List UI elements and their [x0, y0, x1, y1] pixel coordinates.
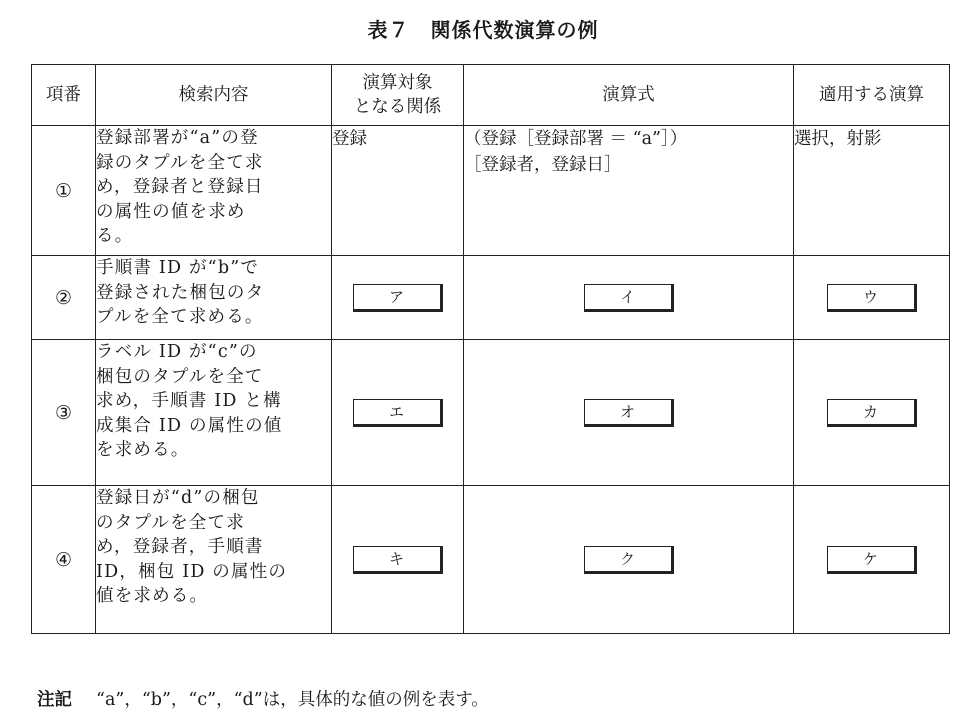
answer-blank-i[interactable]: イ [584, 284, 674, 312]
answer-blank-u[interactable]: ウ [827, 284, 917, 312]
header-item-number: 項番 [32, 65, 96, 126]
row-description [96, 486, 332, 634]
description-line: プルを全て求める。 [96, 307, 264, 327]
header-expression: 演算式 [464, 65, 794, 126]
description-line: 登録日が“d”の梱包 [96, 488, 260, 508]
description-line: 登録された梱包のタ [96, 282, 265, 303]
header-target-relation-line2: となる関係 [353, 97, 442, 117]
expression-line: （登録［登録部署 ＝ “a”］） [464, 129, 688, 149]
description-line: め，登録者，手順書 [96, 537, 264, 557]
row-operation [794, 256, 950, 340]
table-row [32, 126, 950, 256]
relational-algebra-table [31, 64, 950, 634]
table-row [32, 486, 950, 634]
footnote [37, 686, 489, 711]
description-line: ラベル ID が“c”の [96, 342, 258, 362]
answer-blank-ka[interactable]: カ [827, 399, 917, 427]
table-title: 表７ 関係代数演算の例 [367, 18, 599, 42]
row-expression [464, 486, 794, 634]
footnote-text: “a”，“b”，“c”，“d”は，具体的な値の例を表す。 [96, 690, 489, 710]
answer-blank-ku[interactable]: ク [584, 546, 674, 574]
table-row [32, 256, 950, 340]
row-description [96, 126, 332, 256]
row-relation [332, 256, 464, 340]
row-relation: 登録 [332, 126, 464, 256]
description-line: 求め，手順書 ID と構 [96, 391, 282, 411]
description-line: 手順書 ID が“b”で [96, 258, 260, 278]
header-target-relation-line1: 演算対象 [362, 73, 433, 93]
answer-blank-e[interactable]: エ [353, 399, 443, 427]
row-number: ④ [32, 486, 96, 634]
row-expression [464, 126, 794, 256]
row-operation [794, 340, 950, 486]
description-line: ID，梱包 ID の属性の [96, 561, 288, 582]
row-operation [794, 486, 950, 634]
answer-blank-ki[interactable]: キ [353, 546, 443, 574]
description-line: 成集合 ID の属性の値 [96, 415, 283, 436]
description-line: 梱包のタプルを全て [96, 366, 264, 387]
row-number: ③ [32, 340, 96, 486]
row-expression [464, 256, 794, 340]
row-number: ① [32, 126, 96, 256]
description-line: る。 [96, 226, 134, 246]
description-line: 値を求める。 [96, 586, 209, 606]
table-row [32, 340, 950, 486]
row-expression [464, 340, 794, 486]
description-line: め，登録者と登録日 [96, 177, 264, 197]
row-relation [332, 340, 464, 486]
row-description [96, 256, 332, 340]
row-description [96, 340, 332, 486]
answer-blank-a[interactable]: ア [353, 284, 443, 312]
row-number: ② [32, 256, 96, 340]
answer-blank-o[interactable]: オ [584, 399, 674, 427]
header-row [32, 65, 950, 126]
row-relation [332, 486, 464, 634]
description-line: を求める。 [96, 440, 190, 460]
header-target-relation [332, 65, 464, 126]
description-line: の属性の値を求め [96, 201, 246, 222]
expression-line: ［登録者，登録日］ [464, 155, 622, 175]
row-operation: 選択，射影 [794, 126, 950, 256]
header-applied-operation: 適用する演算 [794, 65, 950, 126]
footnote-label: 注記 [37, 690, 72, 710]
description-line: 録のタプルを全て求 [96, 152, 264, 173]
header-search-content: 検索内容 [96, 65, 332, 126]
description-line: のタプルを全て求 [96, 512, 245, 533]
description-line: 登録部署が“a”の登 [96, 128, 259, 148]
answer-blank-ke[interactable]: ケ [827, 546, 917, 574]
